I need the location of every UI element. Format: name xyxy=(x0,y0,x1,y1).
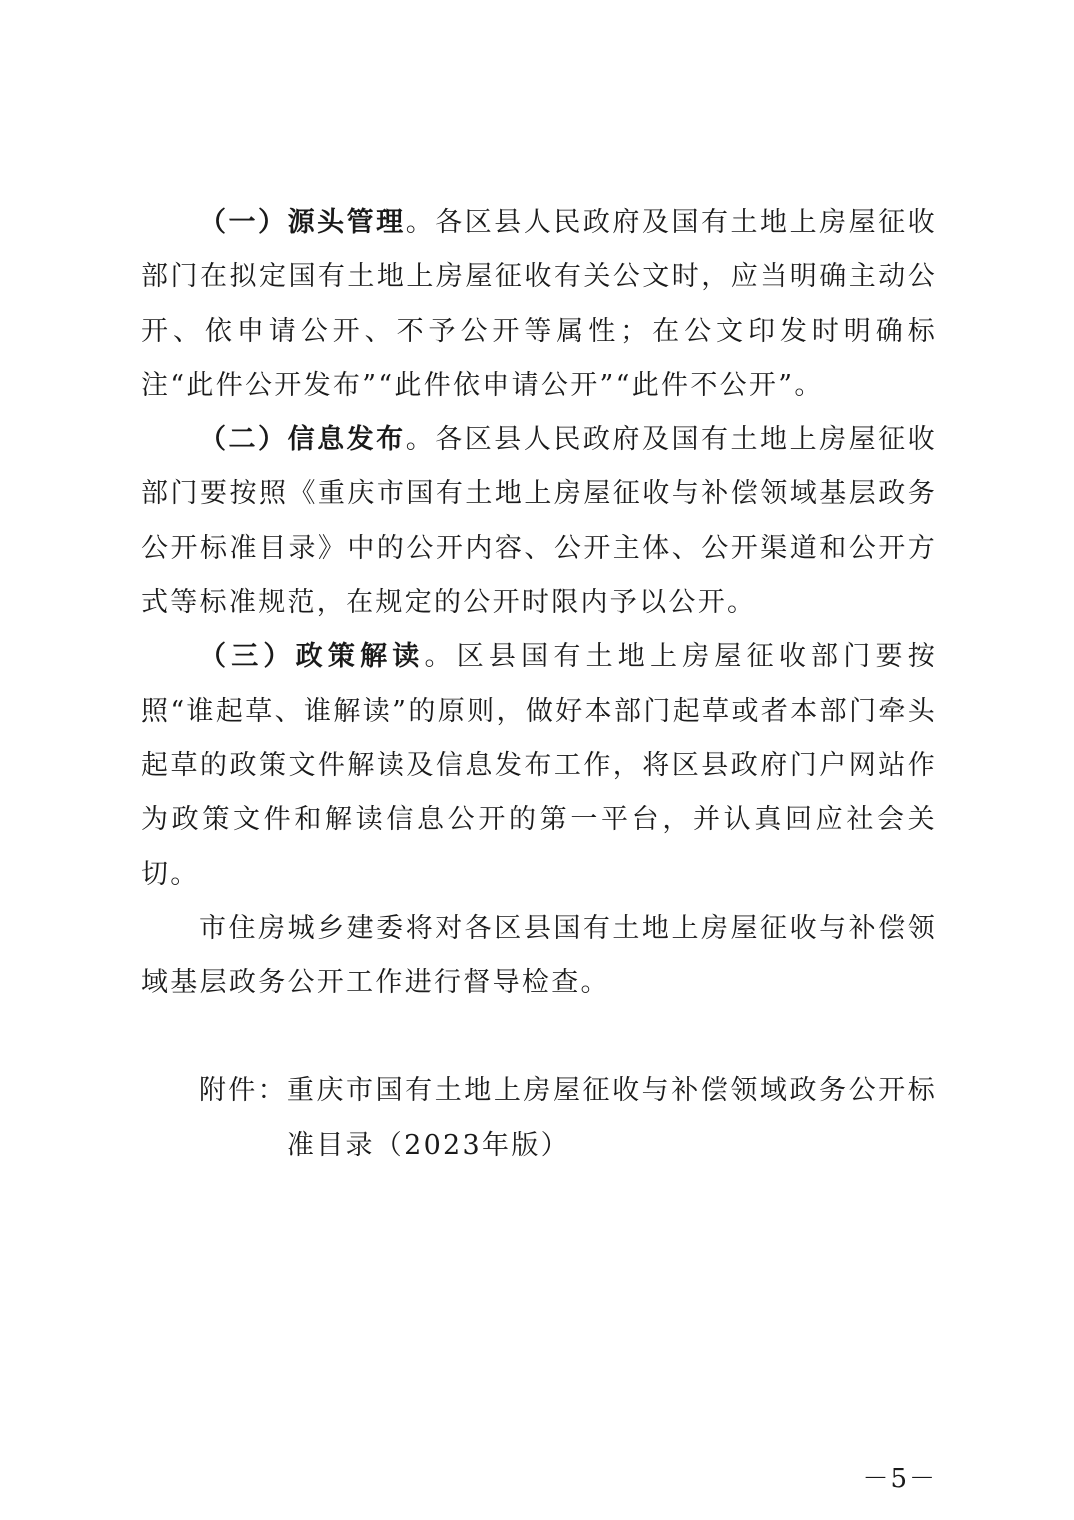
paragraph-text: 。各区县人民政府及国有土地上房屋征收部门要按照《重庆市国有土地上房屋征收与补偿领域基层政务公开标准目录》中的公开内容、公开主体、公开渠道和公开方式等标准规范，在规定的公开时限内予以公开。 xyxy=(141,424,937,619)
blank-line xyxy=(141,1010,937,1064)
attachment-title: 重庆市国有土地上房屋征收与补偿领域政务公开标准目录（2023年版） xyxy=(286,1075,937,1161)
attachment-line xyxy=(141,1064,937,1173)
paragraph-text: 。各区县人民政府及国有土地上房屋征收部门在拟定国有土地上房屋征收有关公文时，应当明确主动公开、依申请公开、不予公开等属性；在公文印发时明确标注“此件公开发布”“此件依申请公开”“此件不公开”。 xyxy=(141,207,937,401)
paragraph-heading: （一）源头管理 xyxy=(199,207,406,238)
attachment-label: 附件： xyxy=(199,1075,287,1107)
document-body xyxy=(141,196,937,1173)
paragraph-text: 市住房城乡建委将对各区县国有土地上房屋征收与补偿领域基层政务公开工作进行督导检查。 xyxy=(141,912,937,999)
paragraph-supervision xyxy=(141,902,937,1011)
paragraph-heading: （二）信息发布 xyxy=(199,424,406,456)
paragraph-source-management xyxy=(141,196,937,413)
paragraph-heading: （三）政策解读 xyxy=(199,641,425,673)
paragraph-policy-interpretation xyxy=(141,630,937,901)
page-number: －5－ xyxy=(862,1464,937,1494)
paragraph-information-release xyxy=(141,413,937,630)
paragraph-text: 。区县国有土地上房屋征收部门要按照“谁起草、谁解读”的原则，做好本部门起草或者本部门牵头起草的政策文件解读及信息发布工作，将区县政府门户网站作为政策文件和解读信息公开的第一平台，并认真回应社会关切。 xyxy=(141,641,937,890)
